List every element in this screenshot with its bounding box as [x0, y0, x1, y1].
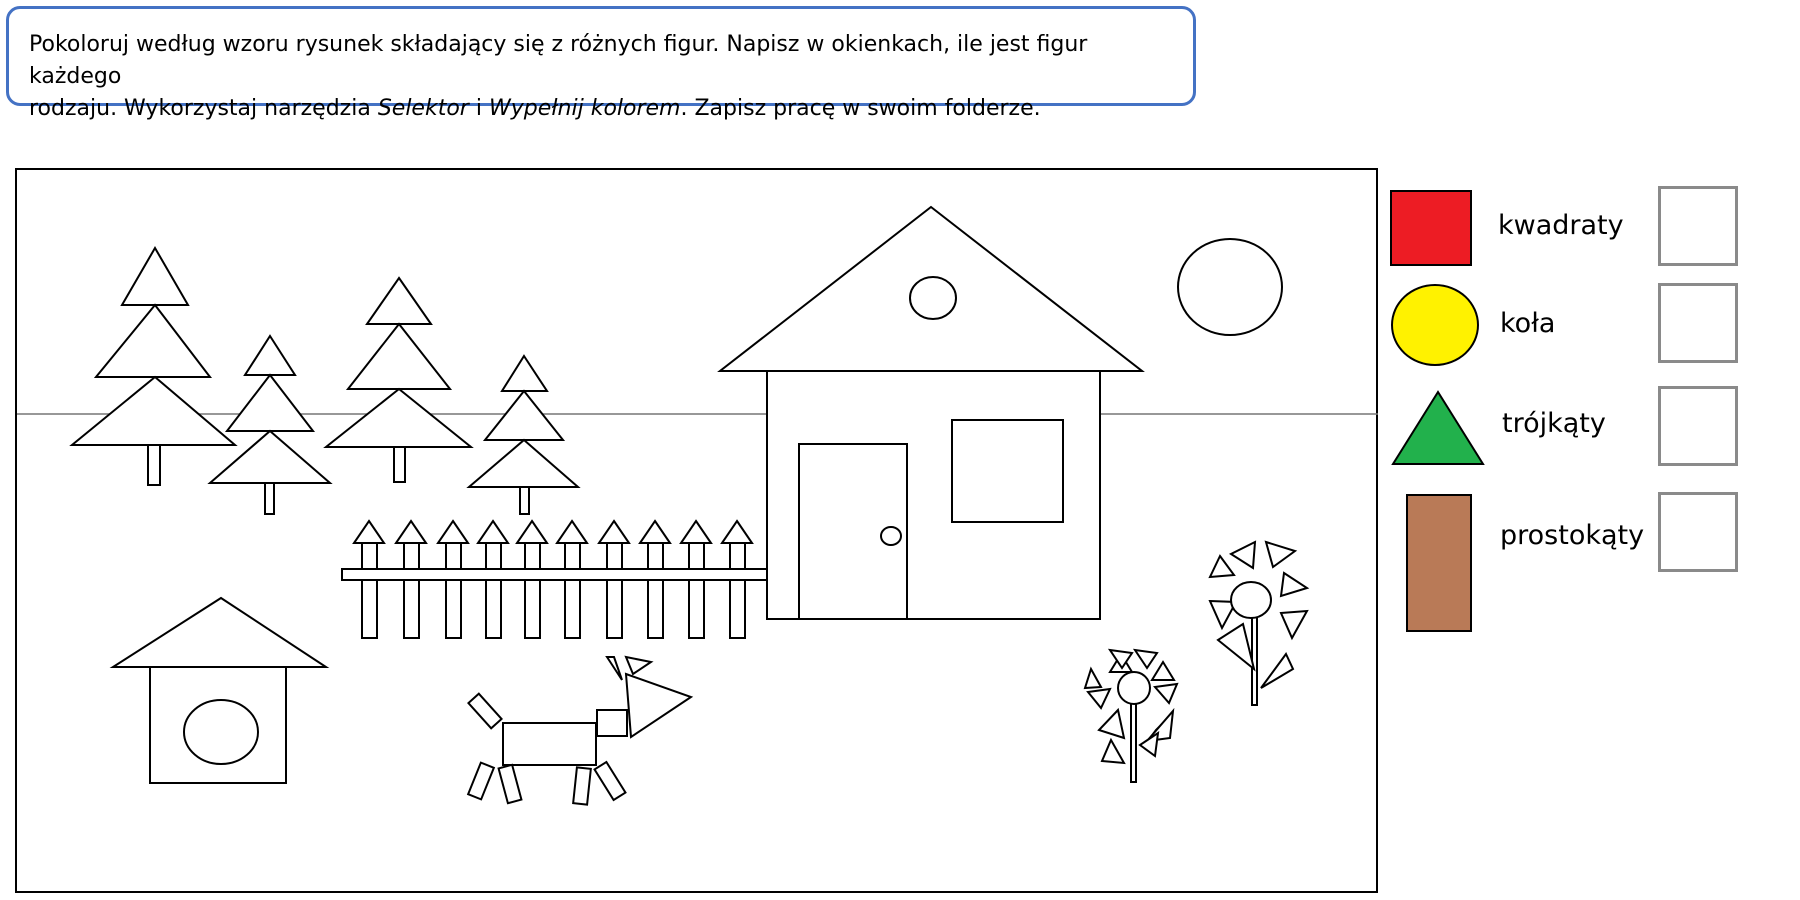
instruction-text-2: rodzaju. Wykorzystaj narzędzia	[29, 96, 378, 121]
dog-head[interactable]	[597, 710, 627, 736]
petal[interactable]	[1281, 611, 1307, 638]
petal[interactable]	[1261, 654, 1293, 688]
doghouse[interactable]	[113, 598, 326, 783]
legend-row-circles	[1390, 280, 1800, 370]
tree-2[interactable]	[210, 336, 330, 514]
tree-triangle[interactable]	[469, 440, 578, 487]
sun[interactable]	[1178, 239, 1282, 335]
tree-triangle[interactable]	[367, 278, 431, 324]
dog-leg[interactable]	[595, 762, 626, 800]
tree-trunk[interactable]	[394, 447, 405, 482]
legend-label-circles: koła	[1500, 308, 1556, 339]
legend-row-triangles	[1390, 388, 1800, 478]
petal[interactable]	[1218, 624, 1254, 669]
tree-triangle[interactable]	[72, 377, 235, 445]
tree-trunk[interactable]	[265, 483, 274, 514]
tool-name-selector: Selektor	[377, 96, 469, 121]
dog-snout[interactable]	[626, 674, 691, 737]
tree-triangle[interactable]	[227, 375, 313, 431]
answer-box-rectangles[interactable]	[1658, 492, 1738, 572]
flower-stem[interactable]	[1131, 702, 1136, 782]
tree-1[interactable]	[72, 248, 235, 485]
roof-window[interactable]	[910, 277, 956, 319]
dog-leg[interactable]	[573, 767, 591, 804]
instruction-text-1: Pokoloruj według wzoru rysunek składający się z różnych figur. Napisz w okienkach, ile jest figur każdego	[29, 32, 1088, 89]
tree-triangle[interactable]	[245, 336, 295, 375]
petal[interactable]	[1088, 689, 1110, 708]
tree-trunk[interactable]	[520, 487, 529, 514]
tree-3[interactable]	[326, 278, 471, 482]
tree-4[interactable]	[469, 356, 578, 514]
legend-label-rectangles: prostokąty	[1500, 520, 1645, 551]
petal[interactable]	[1152, 662, 1174, 680]
fence-rail[interactable]	[342, 569, 769, 580]
tree-trunk[interactable]	[148, 445, 160, 485]
instruction-box	[6, 6, 1196, 121]
instruction-text-3: i	[468, 96, 489, 121]
doghouse-entrance[interactable]	[184, 700, 258, 764]
flower-stem[interactable]	[1252, 608, 1257, 705]
circle-swatch	[1391, 284, 1479, 366]
dog-body[interactable]	[503, 723, 596, 765]
doghouse-roof[interactable]	[113, 598, 326, 667]
dog-ear[interactable]	[626, 657, 651, 674]
tree-triangle[interactable]	[502, 356, 547, 391]
square-swatch	[1390, 190, 1472, 266]
dog-ear[interactable]	[607, 657, 622, 680]
petal[interactable]	[1085, 669, 1101, 688]
instruction-line-1	[29, 29, 1173, 93]
flower-center[interactable]	[1231, 582, 1271, 618]
answer-box-squares[interactable]	[1658, 186, 1738, 266]
flower-large[interactable]	[1210, 542, 1307, 705]
flower-small[interactable]	[1085, 650, 1177, 782]
tree-triangle[interactable]	[348, 324, 450, 389]
instruction-text-4: . Zapisz pracę w swoim folderze.	[680, 96, 1041, 121]
drawing-svg[interactable]	[17, 170, 1378, 893]
flower-center[interactable]	[1118, 672, 1150, 704]
petal[interactable]	[1155, 684, 1177, 703]
tool-name-fill: Wypełnij kolorem	[488, 96, 681, 121]
tree-triangle[interactable]	[485, 391, 563, 440]
petal[interactable]	[1281, 573, 1307, 596]
tree-triangle[interactable]	[96, 305, 210, 377]
door-knob[interactable]	[881, 527, 901, 545]
drawing-canvas[interactable]	[15, 168, 1378, 893]
petal[interactable]	[1135, 650, 1157, 668]
petal[interactable]	[1140, 733, 1158, 756]
petal[interactable]	[1266, 542, 1295, 567]
dog-tail[interactable]	[468, 694, 501, 729]
instruction-line-2	[29, 93, 1173, 125]
legend-label-triangles: trójkąty	[1502, 408, 1606, 439]
petal[interactable]	[1147, 711, 1173, 741]
legend-label-squares: kwadraty	[1498, 210, 1624, 241]
house[interactable]	[720, 207, 1142, 619]
tree-triangle[interactable]	[326, 389, 471, 447]
tree-triangle[interactable]	[122, 248, 188, 305]
dog-leg[interactable]	[468, 763, 494, 800]
rectangle-swatch	[1406, 494, 1472, 632]
triangle-swatch	[1390, 388, 1486, 468]
legend-row-rectangles	[1390, 492, 1800, 632]
petal[interactable]	[1099, 710, 1124, 738]
petal[interactable]	[1210, 556, 1234, 577]
fence[interactable]	[342, 521, 769, 638]
dog[interactable]	[468, 657, 691, 805]
legend-row-squares	[1390, 178, 1800, 268]
petal[interactable]	[1102, 740, 1124, 763]
legend	[1390, 168, 1800, 668]
answer-box-triangles[interactable]	[1658, 386, 1738, 466]
dog-leg[interactable]	[499, 765, 522, 803]
house-window[interactable]	[952, 420, 1063, 522]
petal[interactable]	[1231, 542, 1255, 568]
answer-box-circles[interactable]	[1658, 283, 1738, 363]
